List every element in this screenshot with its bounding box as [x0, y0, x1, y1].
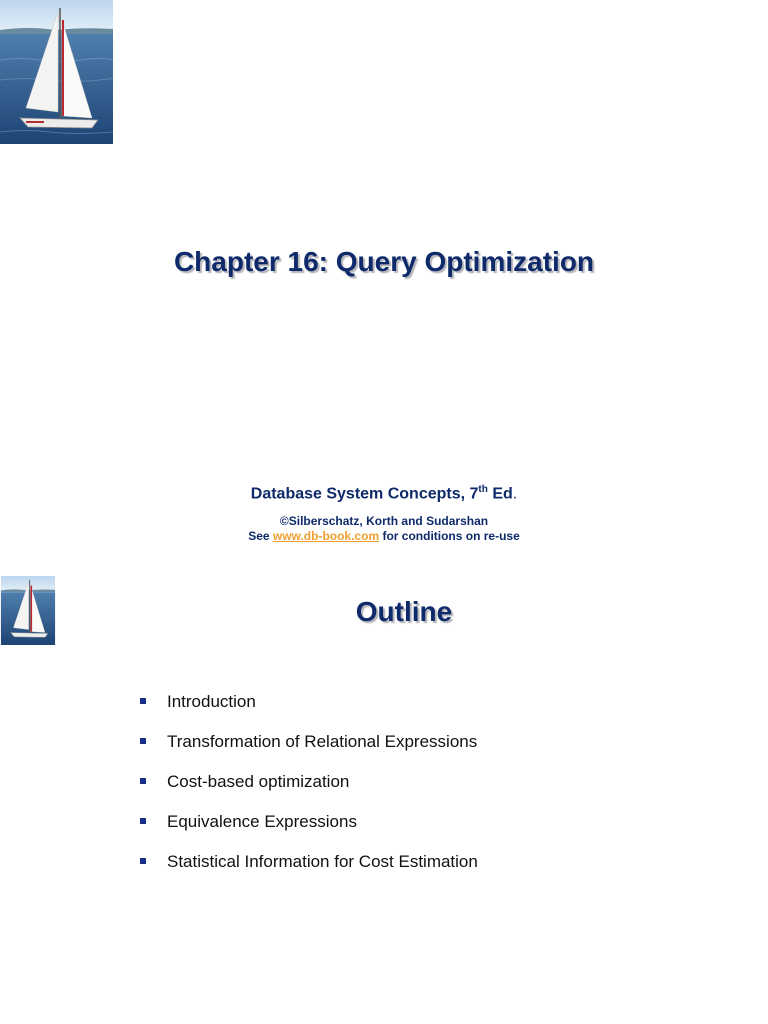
list-item	[138, 768, 478, 808]
edition-suffix: Ed	[487, 485, 513, 503]
square-bullet-icon	[140, 858, 146, 864]
see-prefix: See	[248, 529, 273, 543]
list-item-text: Cost-based optimization	[167, 772, 350, 791]
square-bullet-icon	[140, 738, 146, 744]
db-book-link[interactable]: www.db-book.com	[272, 529, 380, 543]
outline-list	[138, 688, 478, 888]
edition-text: Database System Concepts, 7	[250, 485, 479, 503]
copyright-block	[0, 514, 768, 544]
conditions-line	[0, 529, 768, 544]
outline-title: Outline	[355, 596, 453, 627]
list-item-text: Equivalence Expressions	[167, 812, 357, 831]
list-item	[138, 848, 478, 888]
list-item-text: Statistical Information for Cost Estimation	[167, 852, 478, 871]
chapter-title: Chapter 16: Query Optimization	[173, 246, 595, 277]
book-edition	[0, 484, 768, 503]
edition-period: .	[512, 485, 518, 503]
list-item	[138, 688, 478, 728]
see-suffix: for conditions on re-use	[379, 529, 520, 543]
outline-slide	[0, 576, 768, 1024]
list-item	[138, 728, 478, 768]
copyright-line: ©Silberschatz, Korth and Sudarshan	[279, 514, 489, 528]
square-bullet-icon	[140, 818, 146, 824]
square-bullet-icon	[140, 778, 146, 784]
list-item-text: Transformation of Relational Expressions	[167, 732, 478, 751]
list-item-text: Introduction	[167, 692, 256, 711]
list-item	[138, 808, 478, 848]
square-bullet-icon	[140, 698, 146, 704]
edition-superscript: th	[478, 484, 488, 495]
sailboat-icon	[0, 0, 113, 144]
